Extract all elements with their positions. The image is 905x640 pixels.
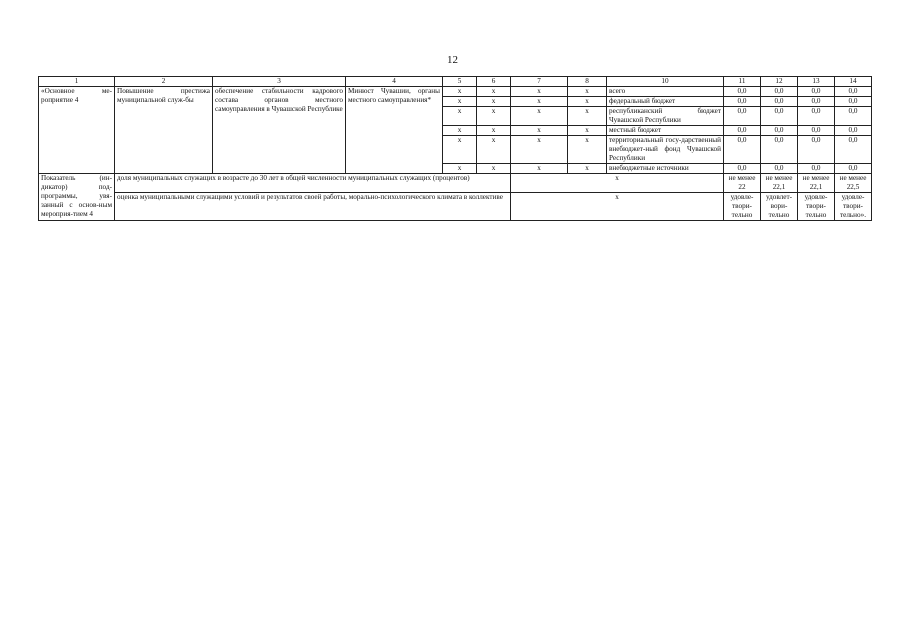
amount-cell: 0,0 bbox=[761, 136, 798, 164]
code-cell: x bbox=[477, 97, 511, 107]
indicator-value: удовле-твори-тельно». bbox=[835, 193, 872, 221]
header-cell: 5 bbox=[443, 77, 477, 87]
code-cell: x bbox=[511, 126, 568, 136]
amount-cell: 0,0 bbox=[724, 97, 761, 107]
amount-cell: 0,0 bbox=[835, 164, 872, 174]
indicator-row bbox=[39, 174, 872, 193]
indicator-value: не менее 22 bbox=[724, 174, 761, 193]
indicator-x: x bbox=[511, 174, 724, 193]
amount-cell: 0,0 bbox=[835, 107, 872, 126]
amount-cell: 0,0 bbox=[798, 97, 835, 107]
amount-cell: 0,0 bbox=[798, 87, 835, 97]
header-cell: 13 bbox=[798, 77, 835, 87]
indicator-value: удовле-твори-тельно bbox=[724, 193, 761, 221]
code-cell: x bbox=[443, 136, 477, 164]
header-cell: 6 bbox=[477, 77, 511, 87]
indicator-value: не менее 22,5 bbox=[835, 174, 872, 193]
header-cell: 7 bbox=[511, 77, 568, 87]
header-cell: 4 bbox=[346, 77, 443, 87]
code-cell: x bbox=[477, 107, 511, 126]
funding-source: федеральный бюджет bbox=[607, 97, 724, 107]
code-cell: x bbox=[477, 126, 511, 136]
amount-cell: 0,0 bbox=[724, 87, 761, 97]
indicator-value: удовлет-вори-тельно bbox=[761, 193, 798, 221]
amount-cell: 0,0 bbox=[761, 164, 798, 174]
code-cell: x bbox=[568, 107, 607, 126]
code-cell: x bbox=[568, 136, 607, 164]
code-cell: x bbox=[477, 136, 511, 164]
activity-funding-table bbox=[38, 76, 872, 221]
funding-row bbox=[39, 87, 872, 97]
code-cell: x bbox=[568, 126, 607, 136]
indicator-value: не менее 22,1 bbox=[761, 174, 798, 193]
code-cell: x bbox=[511, 136, 568, 164]
amount-cell: 0,0 bbox=[798, 136, 835, 164]
code-cell: x bbox=[511, 107, 568, 126]
amount-cell: 0,0 bbox=[761, 126, 798, 136]
code-cell: x bbox=[511, 164, 568, 174]
amount-cell: 0,0 bbox=[724, 126, 761, 136]
indicator-row bbox=[39, 193, 872, 221]
indicator-label: Показатель (ин-дикатор) под-программы, увя-занный с основ-ным мероприя-тием 4 bbox=[39, 174, 115, 221]
code-cell: x bbox=[568, 97, 607, 107]
header-cell: 10 bbox=[607, 77, 724, 87]
amount-cell: 0,0 bbox=[724, 136, 761, 164]
code-cell: x bbox=[511, 97, 568, 107]
funding-source: местный бюджет bbox=[607, 126, 724, 136]
amount-cell: 0,0 bbox=[835, 87, 872, 97]
indicator-value: удовле-твори-тельно bbox=[798, 193, 835, 221]
amount-cell: 0,0 bbox=[798, 164, 835, 174]
funding-source: внебюджетные источники bbox=[607, 164, 724, 174]
amount-cell: 0,0 bbox=[761, 97, 798, 107]
indicator-value: не менее 22,1 bbox=[798, 174, 835, 193]
header-cell: 12 bbox=[761, 77, 798, 87]
header-row bbox=[39, 77, 872, 87]
activity-name: «Основное ме-роприятие 4 bbox=[39, 87, 115, 174]
indicator-x: x bbox=[511, 193, 724, 221]
amount-cell: 0,0 bbox=[835, 126, 872, 136]
activity-goal: Повышение престижа муниципальной служ-бы bbox=[115, 87, 213, 174]
amount-cell: 0,0 bbox=[761, 107, 798, 126]
code-cell: x bbox=[568, 164, 607, 174]
code-cell: x bbox=[568, 87, 607, 97]
amount-cell: 0,0 bbox=[761, 87, 798, 97]
code-cell: x bbox=[477, 87, 511, 97]
header-cell: 14 bbox=[835, 77, 872, 87]
amount-cell: 0,0 bbox=[724, 107, 761, 126]
code-cell: x bbox=[443, 107, 477, 126]
funding-source: всего bbox=[607, 87, 724, 97]
amount-cell: 0,0 bbox=[835, 97, 872, 107]
amount-cell: 0,0 bbox=[724, 164, 761, 174]
amount-cell: 0,0 bbox=[798, 107, 835, 126]
indicator-text: доля муниципальных служащих в возрасте до 30 лет в общей численности муниципальных служащих (процентов) bbox=[115, 174, 511, 193]
code-cell: x bbox=[511, 87, 568, 97]
funding-source: территориальный госу-дарственный внебюджет-ный фонд Чувашской Республики bbox=[607, 136, 724, 164]
code-cell: x bbox=[477, 164, 511, 174]
header-cell: 2 bbox=[115, 77, 213, 87]
code-cell: x bbox=[443, 126, 477, 136]
header-cell: 8 bbox=[568, 77, 607, 87]
activity-executor: Минюст Чувашии, органы местного самоуправления* bbox=[346, 87, 443, 174]
code-cell: x bbox=[443, 87, 477, 97]
code-cell: x bbox=[443, 164, 477, 174]
amount-cell: 0,0 bbox=[835, 136, 872, 164]
activity-task: обеспечение стабильности кадрового состава органов местного самоуправления в Чувашской Республике bbox=[213, 87, 346, 174]
header-cell: 1 bbox=[39, 77, 115, 87]
funding-source: республиканский бюджет Чувашской Республики bbox=[607, 107, 724, 126]
indicator-text: оценка муниципальными служащими условий и результатов своей работы, морально-психологического климата в коллективе bbox=[115, 193, 511, 221]
header-cell: 11 bbox=[724, 77, 761, 87]
amount-cell: 0,0 bbox=[798, 126, 835, 136]
header-cell: 3 bbox=[213, 77, 346, 87]
page-number: 12 bbox=[447, 54, 458, 66]
code-cell: x bbox=[443, 97, 477, 107]
